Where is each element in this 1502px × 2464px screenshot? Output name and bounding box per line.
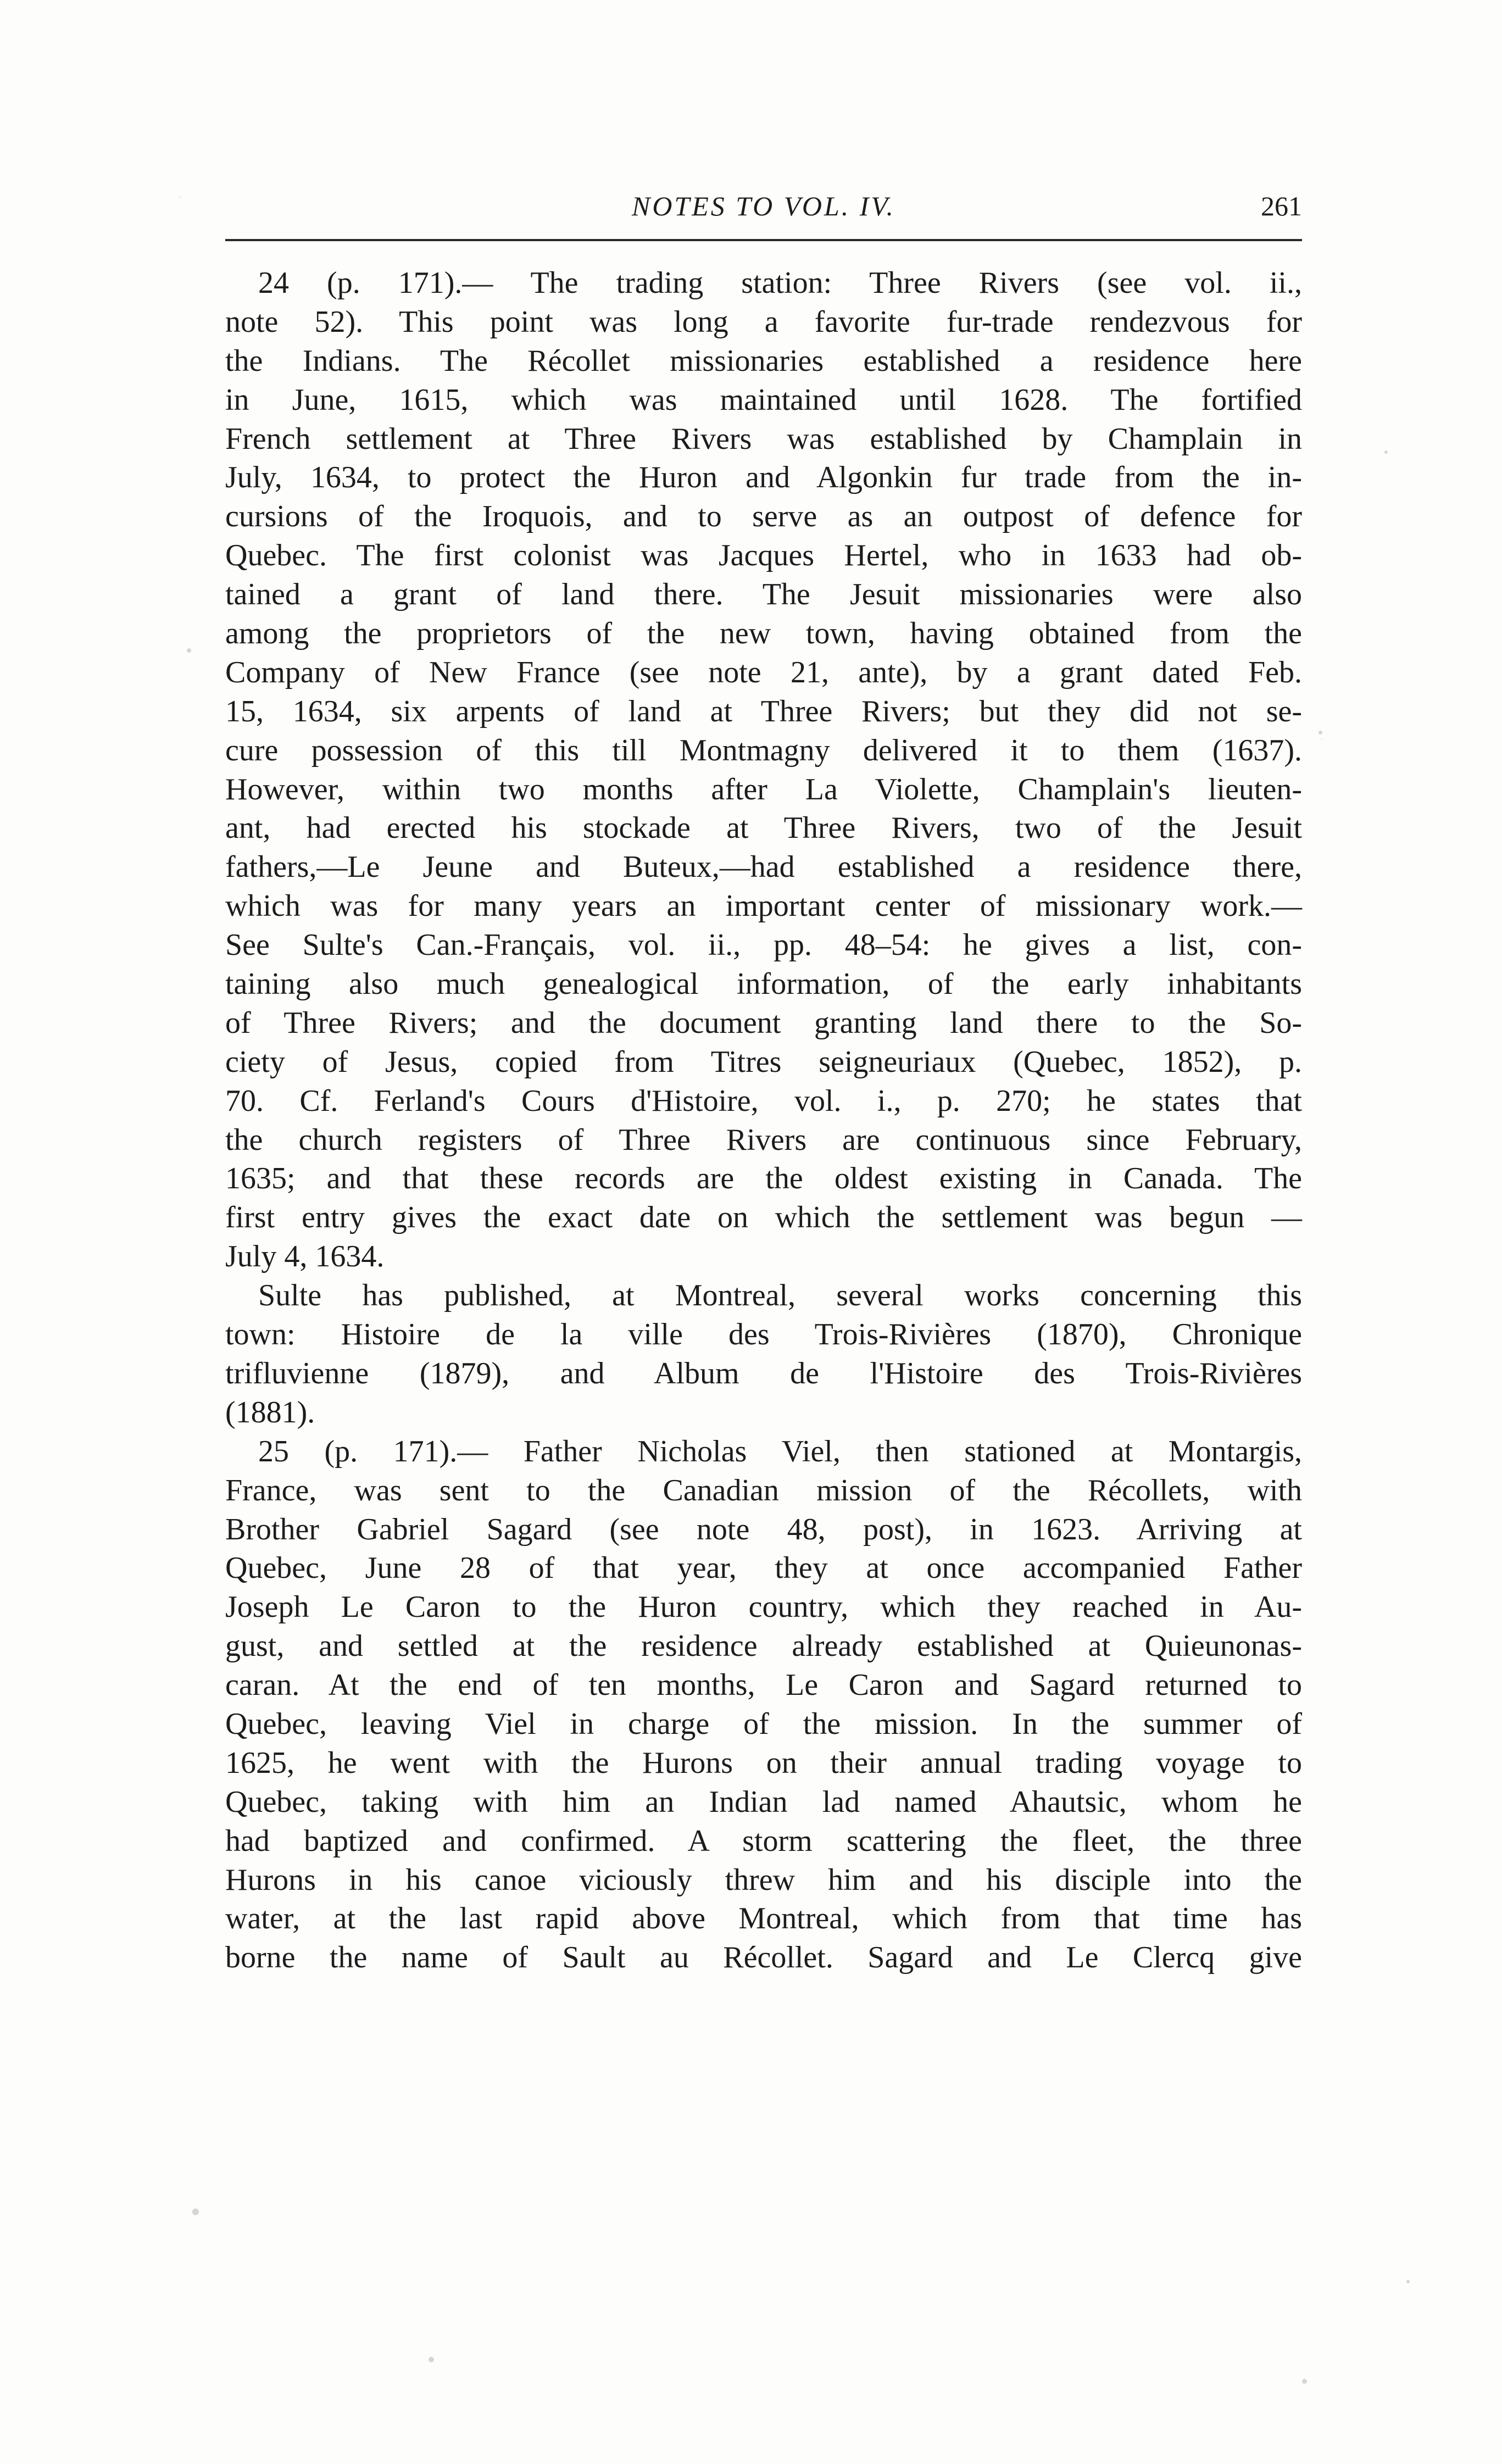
text-line: 15, 1634, six arpents of land at Three Rivers; but they did not se- (225, 694, 1302, 728)
text-line: Sulte has published, at Montreal, several works concerning this (258, 1278, 1302, 1313)
text-line: However, within two months after La Violette, Champlain's lieuten- (225, 772, 1302, 806)
text-line: note 52). This point was long a favorite fur-trade rendezvous for (225, 304, 1302, 339)
text-line: among the proprietors of the new town, having obtained from the (225, 616, 1302, 651)
text-line: Quebec. The first colonist was Jacques Hertel, who in 1633 had ob- (225, 538, 1302, 573)
text-line: Quebec, taking with him an Indian lad named Ahautsic, whom he (225, 1784, 1302, 1819)
text-line: cure possession of this till Montmagny delivered it to them (1637). (225, 733, 1302, 767)
paper-speck (187, 648, 191, 653)
text-line: Brother Gabriel Sagard (see note 48, post), in 1623. Arriving at (225, 1512, 1302, 1547)
text-line: cursions of the Iroquois, and to serve as an outpost of defence for (225, 499, 1302, 534)
text-line: Company of New France (see note 21, ante), by a grant dated Feb. (225, 655, 1302, 689)
running-head (225, 181, 1302, 231)
running-title: NOTES TO VOL. IV. (631, 191, 896, 221)
text-line: in June, 1615, which was maintained until 1628. The fortified (225, 382, 1302, 417)
text-line: See Sulte's Can.-Français, vol. ii., pp. 48–54: he gives a list, con- (225, 928, 1302, 963)
text-line: Joseph Le Caron to the Huron country, which they reached in Au- (225, 1590, 1302, 1625)
text-line: Quebec, leaving Viel in charge of the mission. In the summer of (225, 1706, 1302, 1741)
text-line: town: Histoire de la ville des Trois-Rivières (1870), Chronique (225, 1317, 1302, 1352)
header-rule (225, 239, 1302, 241)
text-line: (1881). (225, 1395, 315, 1430)
text-line: first entry gives the exact date on which the settlement was begun — (225, 1200, 1302, 1235)
text-line: had baptized and confirmed. A storm scattering the fleet, the three (225, 1823, 1302, 1858)
text-line: the church registers of Three Rivers are continuous since February, (225, 1122, 1302, 1157)
text-line: Quebec, June 28 of that year, they at once accompanied Father (225, 1551, 1302, 1586)
page-number: 261 (1261, 191, 1302, 221)
text-line: 1625, he went with the Hurons on their annual trading voyage to (225, 1745, 1302, 1780)
text-line: ciety of Jesus, copied from Titres seigneuriaux (Quebec, 1852), p. (225, 1044, 1302, 1079)
text-line: borne the name of Sault au Récollet. Sagard and Le Clercq give (225, 1940, 1302, 1975)
text-line: 25 (p. 171).— Father Nicholas Viel, then stationed at Montargis, (258, 1434, 1302, 1469)
text-line: July, 1634, to protect the Huron and Algonkin fur trade from the in- (225, 460, 1302, 495)
text-line: tained a grant of land there. The Jesuit missionaries were also (225, 577, 1302, 612)
text-line: gust, and settled at the residence already established at Quieunonas- (225, 1629, 1302, 1664)
text-line: 70. Cf. Ferland's Cours d'Histoire, vol. i., p. 270; he states that (225, 1083, 1302, 1118)
text-line: French settlement at Three Rivers was established by Champlain in (225, 421, 1302, 456)
text-line: taining also much genealogical information, of the early inhabitants (225, 967, 1302, 1002)
paper-speck (429, 2357, 434, 2362)
text-line: caran. At the end of ten months, Le Caron and Sagard returned to (225, 1668, 1302, 1703)
paper-speck (1406, 2280, 1410, 2283)
text-line: France, was sent to the Canadian mission of the Récollets, with (225, 1473, 1302, 1508)
text-line: Hurons in his canoe viciously threw him and his disciple into the (225, 1862, 1302, 1897)
text-line: the Indians. The Récollet missionaries established a residence here (225, 343, 1302, 378)
text-line: fathers,—Le Jeune and Buteux,—had established a residence there, (225, 850, 1302, 885)
text-line: trifluvienne (1879), and Album de l'Histoire des Trois-Rivières (225, 1356, 1302, 1390)
text-line: which was for many years an important center of missionary work.— (225, 889, 1302, 924)
paper-speck (1384, 450, 1388, 454)
notes-text (225, 264, 1302, 1977)
text-line: of Three Rivers; and the document granting land there to the So- (225, 1005, 1302, 1040)
text-line: ant, had erected his stockade at Three Rivers, two of the Jesuit (225, 811, 1302, 846)
paper-speck (1319, 731, 1322, 735)
paper-speck (1302, 2379, 1307, 2384)
text-line: 24 (p. 171).— The trading station: Three Rivers (see vol. ii., (258, 266, 1302, 300)
text-line: July 4, 1634. (225, 1239, 385, 1274)
text-line: 1635; and that these records are the oldest existing in Canada. The (225, 1161, 1302, 1196)
paper-speck (192, 2209, 199, 2215)
text-line: water, at the last rapid above Montreal, which from that time has (225, 1901, 1302, 1936)
